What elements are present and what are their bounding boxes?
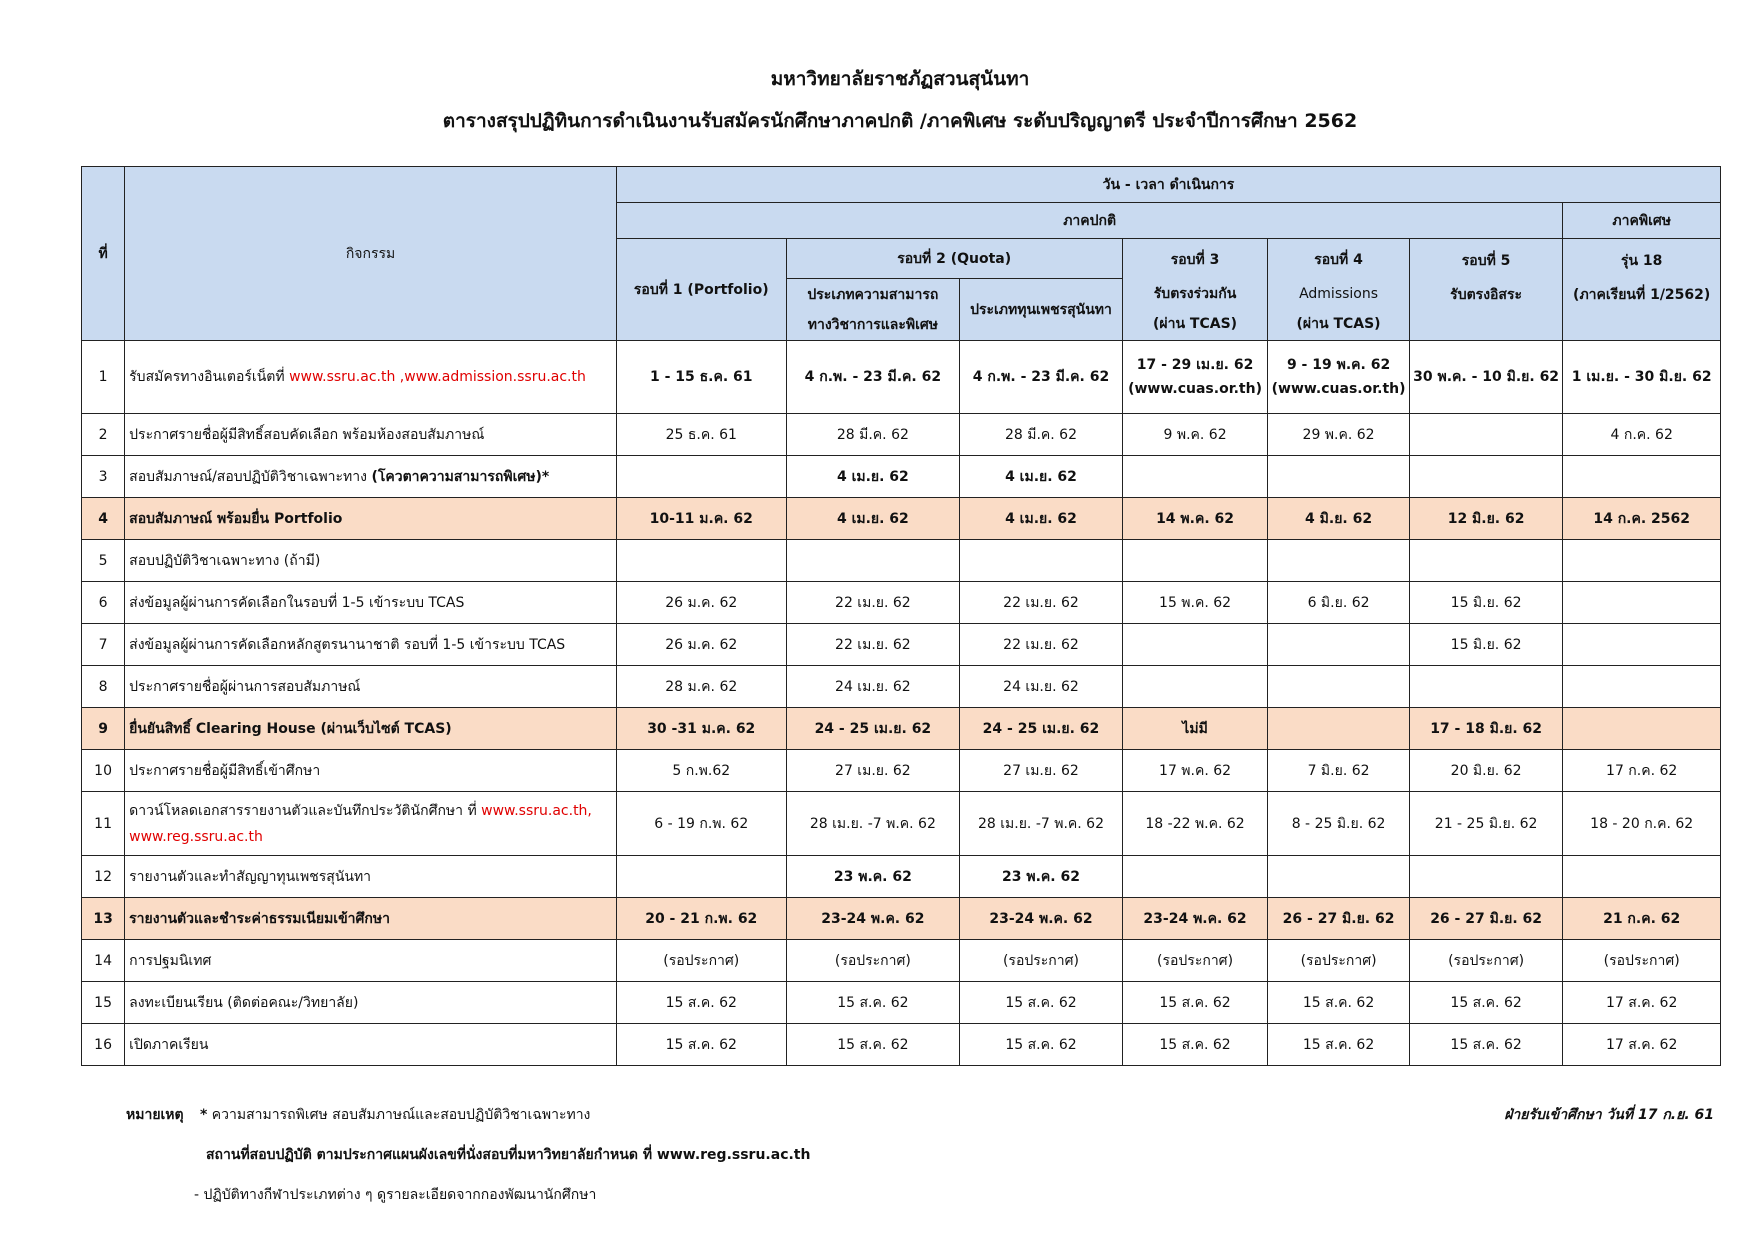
cell-round2-scholarship	[960, 540, 1123, 582]
round2-ability-line2: ทางวิชาการและพิเศษ	[807, 316, 938, 333]
cell-round1: 15 ส.ค. 62	[616, 1024, 786, 1066]
activity-text: รับสมัครทางอินเตอร์เน็ตที่	[129, 369, 290, 385]
round3-type: รับตรงร่วมกัน	[1153, 285, 1237, 302]
cell-special	[1563, 856, 1721, 898]
round4-title: รอบที่ 4	[1314, 251, 1363, 268]
table-row	[82, 341, 1721, 414]
cell-round5: 15 ส.ค. 62	[1409, 1024, 1563, 1066]
row-activity: รายงานตัวและชำระค่าธรรมเนียมเข้าศึกษา	[125, 898, 617, 940]
cell-round5: 15 ส.ค. 62	[1409, 982, 1563, 1024]
col-header-round2-ability	[786, 279, 960, 341]
row-number: 3	[82, 456, 125, 498]
university-title: มหาวิทยาลัยราชภัฏสวนสุนันทา	[770, 68, 1030, 90]
cell-round2-ability: 27 เม.ย. 62	[786, 750, 960, 792]
row-number: 1	[82, 341, 125, 414]
cell-round5: 30 พ.ค. - 10 มิ.ย. 62	[1409, 341, 1563, 414]
table-row	[82, 414, 1721, 456]
cell-round5: 15 มิ.ย. 62	[1409, 582, 1563, 624]
row-activity	[125, 341, 617, 414]
round5-type: รับตรงอิสระ	[1450, 286, 1523, 303]
cell-round3: 14 พ.ค. 62	[1122, 498, 1268, 540]
col-header-round1: รอบที่ 1 (Portfolio)	[616, 239, 786, 341]
cell-round1: 25 ธ.ค. 61	[616, 414, 786, 456]
row-number: 8	[82, 666, 125, 708]
cell-round4: 7 มิ.ย. 62	[1268, 750, 1410, 792]
row-number: 15	[82, 982, 125, 1024]
page-title: ตารางสรุปปฏิทินการดำเนินงานรับสมัครนักศึกษาภาคปกติ /ภาคพิเศษ ระดับปริญญาตรี ประจำปีการศึกษา 2562	[442, 110, 1358, 132]
cell-round4: 15 ส.ค. 62	[1268, 1024, 1410, 1066]
row-number: 6	[82, 582, 125, 624]
table-row	[82, 498, 1721, 540]
cell-special: 17 ก.ค. 62	[1563, 750, 1721, 792]
activity-note: (โควตาความสามารถพิเศษ)*	[371, 468, 550, 485]
cell-round4: 26 - 27 มิ.ย. 62	[1268, 898, 1410, 940]
cell-round2-scholarship: 23-24 พ.ค. 62	[960, 898, 1123, 940]
table-row	[82, 1024, 1721, 1066]
cell-round4	[1268, 624, 1410, 666]
table-row	[82, 540, 1721, 582]
cell-round5: 17 - 18 มิ.ย. 62	[1409, 708, 1563, 750]
cell-round2-ability: 22 เม.ย. 62	[786, 624, 960, 666]
cell-round1: 26 ม.ค. 62	[616, 624, 786, 666]
cell-special: (รอประกาศ)	[1563, 940, 1721, 982]
cell-round3	[1122, 624, 1268, 666]
cell-round1: 15 ส.ค. 62	[616, 982, 786, 1024]
col-header-round3	[1122, 239, 1268, 341]
special-batch-title: รุ่น 18	[1620, 252, 1663, 269]
note-exam-location: สถานที่สอบปฏิบัติ ตามประกาศแผนผังเลขที่นั่งสอบที่มหาวิทยาลัยกำหนด ที่ www.reg.ssru.ac.th	[206, 1147, 811, 1163]
round3-site[interactable]: (www.cuas.or.th)	[1128, 381, 1262, 397]
round4-type: Admissions	[1299, 285, 1379, 302]
cell-round2-ability: 28 เม.ย. -7 พ.ค. 62	[786, 792, 960, 856]
cell-round1: 1 - 15 ธ.ค. 61	[616, 341, 786, 414]
table-row	[82, 982, 1721, 1024]
col-header-round5	[1409, 239, 1563, 341]
cell-round2-scholarship: 4 ก.พ. - 23 มี.ค. 62	[960, 341, 1123, 414]
note-sport: - ปฏิบัติทางกีฬาประเภทต่าง ๆ ดูรายละเอียดจากกองพัฒนานักศึกษา	[194, 1187, 597, 1203]
col-header-round2-scholarship: ประเภททุนเพชรสุนันทา	[960, 279, 1123, 341]
row-activity: สอบปฏิบัติวิชาเฉพาะทาง (ถ้ามี)	[125, 540, 617, 582]
cell-round5	[1409, 540, 1563, 582]
activity-text: สอบสัมภาษณ์/สอบปฏิบัติวิชาเฉพาะทาง	[129, 468, 372, 485]
cell-round3: 15 ส.ค. 62	[1122, 1024, 1268, 1066]
website-link[interactable]: www.ssru.ac.th ,www.admission.ssru.ac.th	[289, 369, 586, 385]
cell-round2-ability: 24 - 25 เม.ย. 62	[786, 708, 960, 750]
row-activity: รายงานตัวและทำสัญญาทุนเพชรสุนันทา	[125, 856, 617, 898]
activity-text: ดาวน์โหลดเอกสารรายงานตัวและบันทึกประวัตินักศึกษา ที่	[129, 802, 482, 819]
round4-site[interactable]: (www.cuas.or.th)	[1271, 381, 1406, 397]
round4-tcas: (ผ่าน TCAS)	[1296, 315, 1381, 332]
cell-round4: 8 - 25 มิ.ย. 62	[1268, 792, 1410, 856]
cell-special: 4 ก.ค. 62	[1563, 414, 1721, 456]
cell-round2-scholarship: 22 เม.ย. 62	[960, 582, 1123, 624]
cell-round2-scholarship: 28 มี.ค. 62	[960, 414, 1123, 456]
cell-round3: 18 -22 พ.ค. 62	[1122, 792, 1268, 856]
cell-round4	[1268, 708, 1410, 750]
cell-round2-ability: 22 เม.ย. 62	[786, 582, 960, 624]
cell-special: 21 ก.ค. 62	[1563, 898, 1721, 940]
cell-round1: 20 - 21 ก.พ. 62	[616, 898, 786, 940]
cell-round5: 20 มิ.ย. 62	[1409, 750, 1563, 792]
table-row	[82, 708, 1721, 750]
cell-special: 14 ก.ค. 2562	[1563, 498, 1721, 540]
cell-round2-scholarship: 24 เม.ย. 62	[960, 666, 1123, 708]
row-number: 14	[82, 940, 125, 982]
cell-special: 17 ส.ค. 62	[1563, 1024, 1721, 1066]
cell-round3: 15 พ.ค. 62	[1122, 582, 1268, 624]
row-number: 16	[82, 1024, 125, 1066]
cell-round4: 6 มิ.ย. 62	[1268, 582, 1410, 624]
table-row	[82, 582, 1721, 624]
cell-special: 18 - 20 ก.ค. 62	[1563, 792, 1721, 856]
cell-round2-scholarship: 15 ส.ค. 62	[960, 1024, 1123, 1066]
col-header-no: ที่	[82, 167, 125, 341]
row-number: 5	[82, 540, 125, 582]
cell-round1: 6 - 19 ก.พ. 62	[616, 792, 786, 856]
round2-ability-line1: ประเภทความสามารถ	[807, 286, 939, 303]
cell-special	[1563, 708, 1721, 750]
cell-round3: 9 พ.ค. 62	[1122, 414, 1268, 456]
cell-special: 1 เม.ย. - 30 มิ.ย. 62	[1563, 341, 1721, 414]
cell-round1: (รอประกาศ)	[616, 940, 786, 982]
row-number: 7	[82, 624, 125, 666]
col-header-datetime: วัน - เวลา ดำเนินการ	[616, 167, 1720, 203]
table-row	[82, 898, 1721, 940]
cell-round2-ability: 15 ส.ค. 62	[786, 982, 960, 1024]
cell-round2-scholarship: 28 เม.ย. -7 พ.ค. 62	[960, 792, 1123, 856]
cell-round3	[1122, 341, 1268, 414]
cell-round4: 4 มิ.ย. 62	[1268, 498, 1410, 540]
row-activity: สอบสัมภาษณ์ พร้อมยื่น Portfolio	[125, 498, 617, 540]
row-activity	[125, 792, 617, 856]
row-activity: ลงทะเบียนเรียน (ติดต่อคณะ/วิทยาลัย)	[125, 982, 617, 1024]
cell-special	[1563, 540, 1721, 582]
note-label: หมายเหตุ	[126, 1107, 184, 1123]
row-activity: ประกาศรายชื่อผู้มีสิทธิ์เข้าศึกษา	[125, 750, 617, 792]
col-header-special: ภาคพิเศษ	[1563, 203, 1721, 239]
cell-round2-ability: 24 เม.ย. 62	[786, 666, 960, 708]
note-star: *	[200, 1107, 208, 1123]
cell-round5	[1409, 666, 1563, 708]
cell-round2-scholarship: 22 เม.ย. 62	[960, 624, 1123, 666]
cell-round5: (รอประกาศ)	[1409, 940, 1563, 982]
cell-round3	[1122, 456, 1268, 498]
row-activity: ประกาศรายชื่อผู้มีสิทธิ์สอบคัดเลือก พร้อมห้องสอบสัมภาษณ์	[125, 414, 617, 456]
row-number: 11	[82, 792, 125, 856]
cell-round1: 30 -31 ม.ค. 62	[616, 708, 786, 750]
row-activity	[125, 456, 617, 498]
cell-round5	[1409, 856, 1563, 898]
special-batch-term: (ภาคเรียนที่ 1/2562)	[1573, 286, 1711, 303]
cell-round1: 5 ก.พ.62	[616, 750, 786, 792]
table-row	[82, 792, 1721, 856]
row-activity: ส่งข้อมูลผู้ผ่านการคัดเลือกหลักสูตรนานาชาติ รอบที่ 1-5 เข้าระบบ TCAS	[125, 624, 617, 666]
row-activity: ประกาศรายชื่อผู้ผ่านการสอบสัมภาษณ์	[125, 666, 617, 708]
cell-round2-ability	[786, 540, 960, 582]
cell-round2-scholarship: 23 พ.ค. 62	[960, 856, 1123, 898]
department-signature: ฝ่ายรับเข้าศึกษา วันที่ 17 ก.ย. 61	[1504, 1107, 1714, 1123]
col-header-special-batch	[1563, 239, 1721, 341]
cell-round4: 29 พ.ค. 62	[1268, 414, 1410, 456]
cell-round3: (รอประกาศ)	[1122, 940, 1268, 982]
note-star-text: ความสามารถพิเศษ สอบสัมภาษณ์และสอบปฏิบัติวิชาเฉพาะทาง	[207, 1107, 591, 1123]
round3-date: 17 - 29 เม.ย. 62	[1136, 357, 1254, 373]
table-row	[82, 624, 1721, 666]
cell-round2-ability: 28 มี.ค. 62	[786, 414, 960, 456]
cell-round3	[1122, 540, 1268, 582]
cell-round3	[1122, 666, 1268, 708]
cell-round2-ability: (รอประกาศ)	[786, 940, 960, 982]
round3-title: รอบที่ 3	[1170, 251, 1220, 268]
cell-round3: 15 ส.ค. 62	[1122, 982, 1268, 1024]
row-number: 12	[82, 856, 125, 898]
cell-round2-scholarship: 27 เม.ย. 62	[960, 750, 1123, 792]
cell-round2-scholarship: 24 - 25 เม.ย. 62	[960, 708, 1123, 750]
row-number: 2	[82, 414, 125, 456]
cell-special	[1563, 666, 1721, 708]
cell-round3: ไม่มี	[1122, 708, 1268, 750]
cell-round2-scholarship: 4 เม.ย. 62	[960, 456, 1123, 498]
row-activity: ส่งข้อมูลผู้ผ่านการคัดเลือกในรอบที่ 1-5 เข้าระบบ TCAS	[125, 582, 617, 624]
cell-special: 17 ส.ค. 62	[1563, 982, 1721, 1024]
cell-round2-scholarship: (รอประกาศ)	[960, 940, 1123, 982]
reg-website-link[interactable]: www.reg.ssru.ac.th	[129, 828, 263, 845]
cell-round4	[1268, 856, 1410, 898]
cell-round5: 21 - 25 มิ.ย. 62	[1409, 792, 1563, 856]
cell-round5	[1409, 414, 1563, 456]
cell-round1	[616, 856, 786, 898]
row-activity: การปฐมนิเทศ	[125, 940, 617, 982]
table-row	[82, 666, 1721, 708]
round3-tcas: (ผ่าน TCAS)	[1153, 315, 1238, 332]
col-header-activity: กิจกรรม	[125, 167, 617, 341]
col-header-round2: รอบที่ 2 (Quota)	[786, 239, 1122, 279]
cell-round2-ability: 4 ก.พ. - 23 มี.ค. 62	[786, 341, 960, 414]
cell-round1	[616, 456, 786, 498]
cell-round4	[1268, 666, 1410, 708]
cell-round2-scholarship: 4 เม.ย. 62	[960, 498, 1123, 540]
cell-round5: 26 - 27 มิ.ย. 62	[1409, 898, 1563, 940]
cell-special	[1563, 456, 1721, 498]
cell-round5	[1409, 456, 1563, 498]
row-number: 9	[82, 708, 125, 750]
cell-round3	[1122, 856, 1268, 898]
cell-round1: 26 ม.ค. 62	[616, 582, 786, 624]
note-footnote	[200, 1104, 590, 1126]
col-header-round4	[1268, 239, 1410, 341]
row-activity: ยื่นยันสิทธิ์ Clearing House (ผ่านเว็บไซต์ TCAS)	[125, 708, 617, 750]
row-number: 13	[82, 898, 125, 940]
cell-round3: 17 พ.ค. 62	[1122, 750, 1268, 792]
cell-round1: 28 ม.ค. 62	[616, 666, 786, 708]
cell-round2-ability: 15 ส.ค. 62	[786, 1024, 960, 1066]
cell-round5: 15 มิ.ย. 62	[1409, 624, 1563, 666]
row-activity: เปิดภาคเรียน	[125, 1024, 617, 1066]
cell-round4	[1268, 456, 1410, 498]
table-row	[82, 456, 1721, 498]
round4-date: 9 - 19 พ.ค. 62	[1286, 357, 1391, 373]
row-number: 4	[82, 498, 125, 540]
schedule-table	[81, 166, 1721, 1066]
cell-round2-scholarship: 15 ส.ค. 62	[960, 982, 1123, 1024]
cell-round2-ability: 23-24 พ.ค. 62	[786, 898, 960, 940]
cell-special	[1563, 582, 1721, 624]
website-link[interactable]: www.ssru.ac.th,	[481, 802, 592, 819]
cell-round4	[1268, 540, 1410, 582]
cell-round1: 10-11 ม.ค. 62	[616, 498, 786, 540]
table-row	[82, 856, 1721, 898]
round5-title: รอบที่ 5	[1461, 252, 1511, 269]
col-header-regular: ภาคปกติ	[616, 203, 1562, 239]
cell-round1	[616, 540, 786, 582]
cell-round4: (รอประกาศ)	[1268, 940, 1410, 982]
table-row	[82, 750, 1721, 792]
table-row	[82, 940, 1721, 982]
cell-round2-ability: 4 เม.ย. 62	[786, 456, 960, 498]
cell-round5: 12 มิ.ย. 62	[1409, 498, 1563, 540]
cell-round2-ability: 23 พ.ค. 62	[786, 856, 960, 898]
cell-special	[1563, 624, 1721, 666]
cell-round4	[1268, 341, 1410, 414]
row-number: 10	[82, 750, 125, 792]
cell-round4: 15 ส.ค. 62	[1268, 982, 1410, 1024]
cell-round3: 23-24 พ.ค. 62	[1122, 898, 1268, 940]
cell-round2-ability: 4 เม.ย. 62	[786, 498, 960, 540]
